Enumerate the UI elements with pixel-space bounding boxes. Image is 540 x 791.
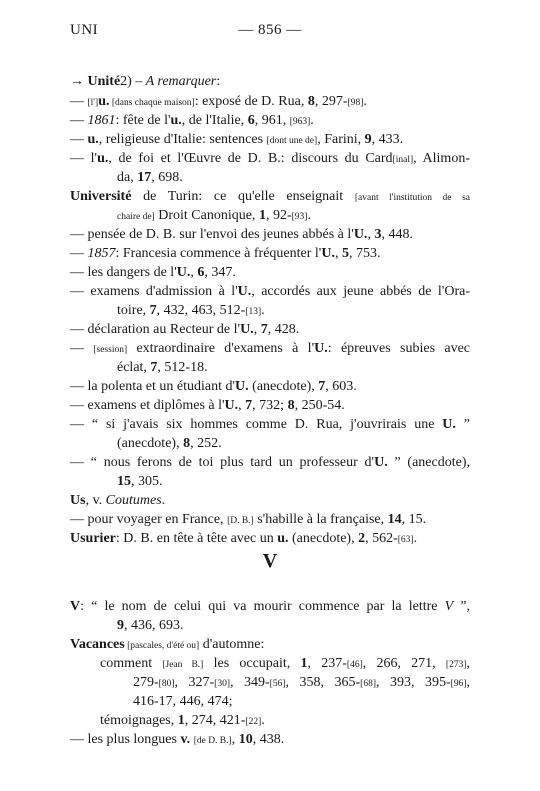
index-text-run: ” [455, 417, 470, 432]
index-text-run: [30] [214, 679, 230, 689]
index-text-run: — [70, 94, 88, 109]
index-text-run: les occupait, [203, 656, 301, 671]
index-text-run: U. [237, 284, 252, 299]
index-text-run: . [261, 713, 265, 728]
index-text-run: , 433. [371, 132, 404, 147]
index-text-run: , [231, 732, 239, 747]
index-line [133, 674, 470, 693]
index-text-run: , de foi et l'Œuvre de D. B.: discours du Card [108, 151, 393, 166]
index-text-run: — “ nous ferons de toi plus tard un professeur d' [70, 455, 375, 470]
index-text-run: — examens et diplômes à l' [70, 398, 225, 413]
index-text-run: [de D. B.] [193, 736, 232, 746]
index-text-run: 279- [133, 675, 159, 690]
index-text-run: — l' [70, 151, 98, 166]
index-text-run: , 698. [151, 170, 183, 185]
index-text-run: [56] [269, 679, 286, 689]
index-line [117, 302, 470, 321]
index-text-run: U. [314, 341, 328, 356]
index-text-run: [96] [450, 679, 467, 689]
index-text-run: u. [98, 94, 110, 109]
index-text-run: : “ le nom de celui qui va mourir commence par la lettre [80, 599, 445, 614]
index-text-run: : exposé de D. Rua, [194, 94, 308, 109]
index-text-run: , 305. [131, 474, 163, 489]
index-text-run: 1 [258, 208, 266, 223]
index-text-run: , 358, 365- [285, 675, 361, 690]
index-line [70, 492, 470, 510]
index-text-run: 17 [137, 170, 152, 185]
index-text-run: ” (anecdote), [387, 455, 470, 470]
index-line [100, 712, 470, 731]
index-line [70, 731, 470, 750]
index-text-run: , [334, 246, 342, 261]
index-text-run: 9 [117, 618, 124, 633]
index-text-run: 416-17, 446, 474; [133, 694, 233, 709]
index-text-run: Usurier [70, 531, 116, 546]
index-text-run: , 393, 395- [376, 675, 451, 690]
index-text-run: 15 [117, 474, 131, 489]
index-line [100, 655, 470, 674]
index-line [70, 188, 470, 207]
index-text-run: : [216, 74, 221, 89]
index-text-run: [l'] [87, 98, 99, 108]
index-text-run: [D. B.] [227, 516, 254, 526]
running-header-left: UNI [70, 22, 99, 38]
index-text-run: — [70, 246, 88, 261]
index-text-run: . [310, 113, 314, 128]
index-text-run: U. [224, 398, 239, 413]
index-text-run: , accordés aux jeune abbés de l'Ora- [251, 284, 470, 299]
index-text-run: , 603. [325, 379, 357, 394]
index-text-run: 2) [120, 74, 132, 89]
index-text-run: (anecdote), [248, 379, 319, 394]
index-text-run: [avant l'institution de sa [354, 193, 470, 203]
index-text-run: , 428. [267, 322, 300, 337]
index-text-run: . [307, 208, 311, 223]
index-text-run: . [413, 531, 418, 546]
index-text-run: 6 [247, 113, 255, 128]
index-line [70, 397, 470, 415]
index-line [117, 359, 470, 377]
index-line [70, 93, 470, 112]
index-text-run: . [363, 94, 367, 109]
index-line [70, 416, 470, 434]
index-text-run: 1857 [87, 246, 116, 261]
index-line [70, 73, 470, 91]
index-text-run: 1861 [87, 113, 116, 128]
index-line [133, 693, 470, 711]
index-text-run: , 250-54. [294, 398, 345, 413]
index-text-run: u. [97, 151, 109, 166]
index-text-run: [46] [346, 660, 363, 670]
index-text-run: d'automne: [199, 637, 265, 652]
index-text-run: de Turin: ce qu'elle enseignait [131, 189, 355, 204]
index-text-run: : fête de l' [115, 113, 171, 128]
index-text-run: 7 [318, 379, 326, 394]
index-text-run: U. [374, 455, 388, 470]
index-text-run: 8 [307, 94, 315, 109]
index-text-run: [inal] [392, 155, 414, 165]
index-line [70, 530, 470, 549]
index-text-run: Vacances [70, 637, 125, 652]
index-text-run: — pour voyager en France, [70, 512, 228, 527]
index-text-run: , [238, 398, 246, 413]
index-text-run: extraordinaire d'examens à l' [127, 341, 315, 356]
index-text-run: U. [321, 246, 335, 261]
index-text-run: , 92- [265, 208, 292, 223]
index-text-run: [68] [360, 679, 376, 689]
index-text-run: [dont une de] [266, 136, 318, 146]
index-text-run: [273] [445, 660, 467, 670]
index-text-run: Université [70, 189, 132, 204]
index-text-run: — les plus longues [70, 732, 181, 747]
index-text-run: — les dangers de l' [70, 265, 177, 280]
index-text-run: , 327- [174, 675, 215, 690]
index-text-run: V [70, 599, 81, 614]
index-text-run: — [70, 341, 94, 356]
index-text-run: [963] [289, 117, 311, 127]
index-text-run: , 237- [307, 656, 347, 671]
index-text-run: , Alimon- [413, 151, 470, 166]
index-text-run: , 274, 421- [184, 713, 246, 728]
index-text-run: 6 [197, 265, 205, 280]
index-text-run: 8 [287, 398, 295, 413]
index-text-run: [80] [158, 679, 175, 689]
index-text-run: , 347. [204, 265, 236, 280]
index-text-run: , 448. [381, 227, 413, 242]
index-text-run: 7 [245, 398, 253, 413]
index-text-run: 10 [238, 732, 253, 747]
index-text-run: , de l'Italie, [181, 113, 248, 128]
index-text-run: 14 [387, 512, 402, 527]
index-text-run: Droit Canonique, [154, 208, 259, 223]
index-line [70, 454, 470, 472]
index-text-run: 2 [358, 531, 366, 546]
index-text-run: , 432, 463, 512- [156, 303, 246, 318]
index-text-run: : épreuves subies avec [327, 341, 470, 356]
index-text-run: – A remarquer [131, 74, 217, 89]
index-text-run: , 436, 693. [124, 618, 184, 633]
index-text-run: — pensée de D. B. sur l'envoi des jeunes abbés à l' [70, 227, 354, 242]
index-text-run: u. [170, 113, 182, 128]
index-text-run: , 512-18. [157, 360, 208, 375]
index-text-run: [93] [291, 212, 308, 222]
page-number: — 856 — [238, 22, 302, 38]
index-text-run: , 753. [348, 246, 381, 261]
index-text-run: 9 [364, 132, 372, 147]
index-text-run: , [466, 675, 470, 690]
index-text-run: 1 [177, 713, 185, 728]
index-text-run: U. [235, 379, 249, 394]
index-text-run: [13] [245, 307, 262, 317]
index-text-run: , 266, 271, [362, 656, 446, 671]
index-text-run: Coutumes [105, 493, 162, 508]
index-text-run: témoignages, [100, 713, 178, 728]
index-text-run: — [70, 132, 88, 147]
index-text-run: U. [442, 417, 456, 432]
index-text-run: [22] [245, 717, 262, 727]
index-text-run: — [70, 113, 88, 128]
index-text-run: da, [117, 170, 138, 185]
index-line [70, 112, 470, 131]
index-text-run: : Francesia commence à fréquenter l' [115, 246, 322, 261]
index-text-run: [63] [397, 535, 414, 545]
index-text-run: U. [240, 322, 254, 337]
index-text-run: chaire de] [117, 212, 155, 222]
index-text-run: v. [180, 732, 191, 747]
index-text-run: ”, [453, 599, 470, 614]
index-text-run: , 349- [230, 675, 270, 690]
index-text-run: — la polenta et un étudiant d' [70, 379, 236, 394]
index-text-run: 5 [341, 246, 349, 261]
index-line [117, 207, 470, 226]
index-line [70, 636, 470, 655]
index-text-run: [session] [93, 345, 128, 355]
index-text-run: 7 [149, 303, 157, 318]
index-text-run: s'habille à la française, [253, 512, 388, 527]
index-text-run: , 438. [252, 732, 285, 747]
index-text-run: . [261, 303, 265, 318]
index-text-run: [dans chaque maison] [109, 98, 195, 108]
index-text-run: u. [87, 132, 99, 147]
index-text-run: . [161, 493, 166, 508]
index-text-run: (anecdote), [288, 531, 359, 546]
index-text-run: , 297- [314, 94, 348, 109]
index-text-run: — déclaration au Recteur de l' [70, 322, 241, 337]
index-text-run: , 961, [254, 113, 290, 128]
index-line [70, 321, 470, 339]
index-text-run: V [444, 599, 454, 614]
index-line [70, 598, 470, 616]
index-text-run: U. [353, 227, 368, 242]
index-text-run: [pascales, d'été ou] [124, 641, 200, 651]
index-text-run: comment [100, 656, 163, 671]
index-line [117, 435, 470, 453]
index-text-run: , Farini, [317, 132, 365, 147]
index-text-run: , [190, 265, 198, 280]
index-text-run: Us [70, 493, 86, 508]
index-line [70, 283, 470, 301]
index-line [70, 131, 470, 150]
index-line [70, 340, 470, 359]
index-text-run: , [253, 322, 261, 337]
index-text-run: [Jean B.] [162, 660, 204, 670]
index-text-run: 8 [183, 436, 191, 451]
index-text-run: (anecdote), [117, 436, 184, 451]
index-text-run: 3 [374, 227, 382, 242]
index-text-run: : D. B. en tête à tête avec un [115, 531, 278, 546]
index-line [70, 226, 470, 244]
index-line [117, 169, 470, 187]
index-text-run: 7 [150, 360, 158, 375]
index-line [70, 378, 470, 396]
index-line [117, 473, 470, 491]
index-line [117, 617, 470, 635]
index-text-run: → Unité [70, 74, 121, 89]
index-text-run: — “ si j'avais six hommes comme D. Rua, j'ouvrirais une [70, 417, 443, 432]
index-text-run: [98] [347, 98, 364, 108]
index-text-run: , 732; [252, 398, 288, 413]
index-text-run: , [367, 227, 375, 242]
index-text-run: , 562- [365, 531, 398, 546]
index-text-run: toire, [117, 303, 150, 318]
index-line [70, 245, 470, 263]
index-text-run: , religieuse d'Italie: sentences [98, 132, 267, 147]
index-text-run: , [466, 656, 470, 671]
index-text-run: , 252. [190, 436, 222, 451]
index-text-run: U. [176, 265, 191, 280]
index-text-run: , 15. [401, 512, 427, 527]
index-text-run: — examens d'admission à l' [70, 284, 238, 299]
index-text-run: 7 [260, 322, 268, 337]
index-line [70, 150, 470, 169]
index-line [70, 511, 470, 530]
section-heading-v: V [262, 550, 278, 572]
index-text-run: , v. [85, 493, 106, 508]
index-line [70, 264, 470, 282]
index-text-run: éclat, [117, 360, 151, 375]
index-text-run: u. [277, 531, 289, 546]
index-text-run: 1 [300, 656, 308, 671]
